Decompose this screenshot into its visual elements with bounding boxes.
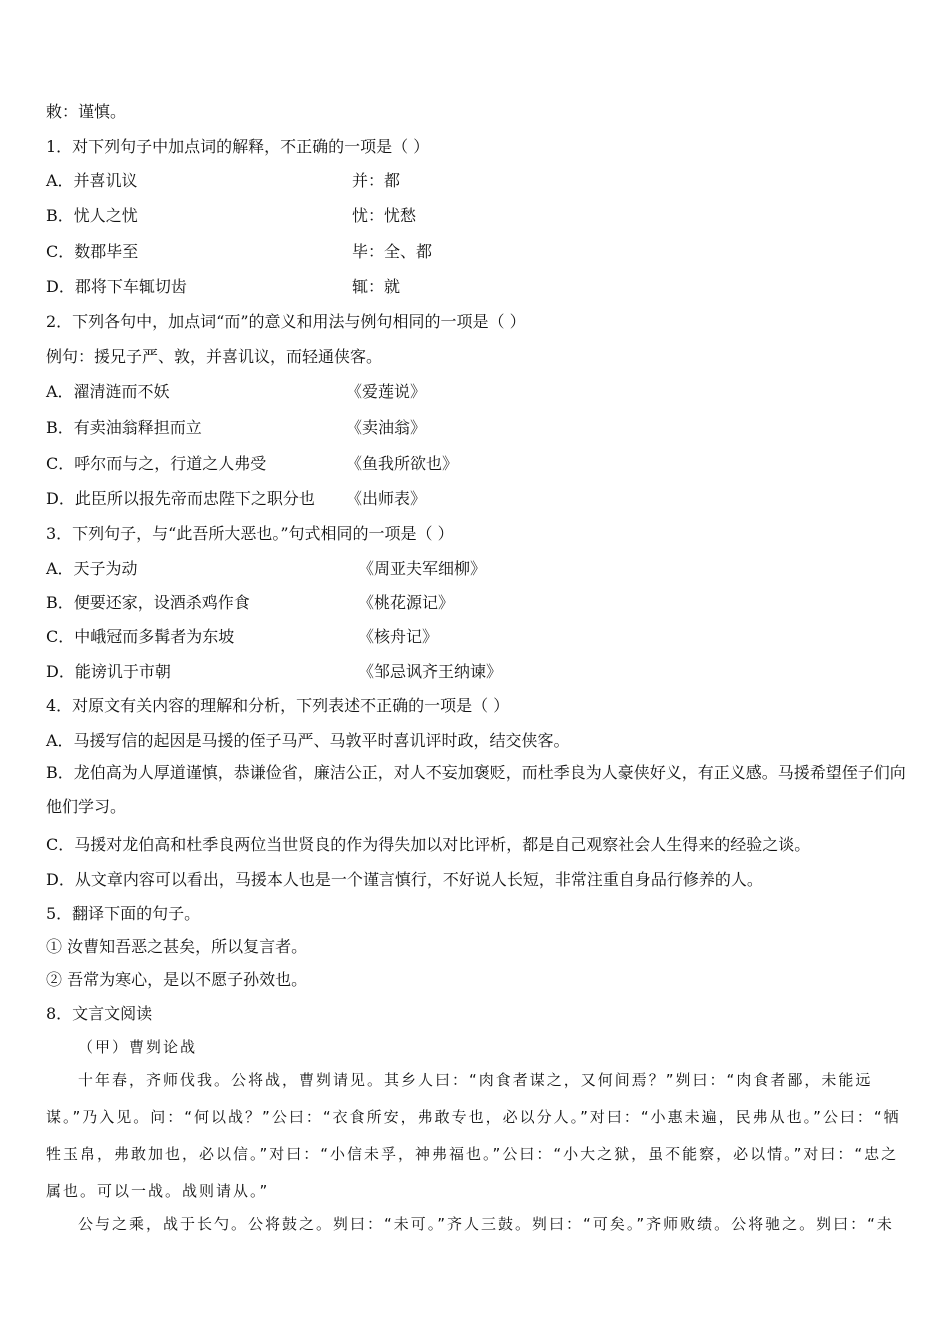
passage-paragraph-1: 十年春，齐师伐我。公将战，曹刿请见。其乡人曰：“肉食者谋之，又何间焉？”刿曰：“肉食者鄙，未能远谋。”乃入见。问：“何以战？”公曰：“衣食所安，弗敢专也，必以分人。”对曰：“小惠未遍，民弗从也。”公曰：“牺牲玉帛，弗敢加也，必以信。”对曰：“小信未孚，神弗福也。”公曰：“小大之狱，虽不能察，必以情。”对曰：“忠之属也。可以一战。战则请从。” <box>46 1071 901 1200</box>
option-4a: A．马援写信的起因是马援的侄子马严、马敦平时喜讥评时政，结交侠客。 <box>46 731 570 750</box>
option-4c: C．马援对龙伯高和杜季良两位当世贤良的作为得失加以对比评析，都是自己观察社会人生得来的经验之谈。 <box>46 835 811 854</box>
option-2b-source: 《卖油翁》 <box>346 418 427 437</box>
question-4: 4．对原文有关内容的理解和分析，下列表述不正确的一项是（ ） <box>46 696 510 715</box>
question-5: 5．翻译下面的句子。 <box>46 904 201 923</box>
question-3: 3．下列句子，与“此吾所大恶也。”句式相同的一项是（ ） <box>46 524 454 543</box>
passage-title: （甲）曹刿论战 <box>78 1038 198 1056</box>
translate-item-2: ② 吾常为寒心，是以不愿子孙效也。 <box>46 970 308 989</box>
example-sentence: 例句：援兄子严、敦，并喜讥议，而轻通侠客。 <box>46 347 383 366</box>
option-1c: C．数郡毕至 <box>46 242 139 261</box>
option-1d: D．郡将下车辄切齿 <box>46 277 187 296</box>
option-3d-source: 《邹忌讽齐王纳谏》 <box>358 662 503 681</box>
option-2a: A．濯清涟而不妖 <box>46 382 170 401</box>
option-3c-source: 《核舟记》 <box>358 627 439 646</box>
question-1: 1．对下列句子中加点词的解释，不正确的一项是（ ） <box>46 137 430 156</box>
option-1a-gloss: 并：都 <box>352 171 401 190</box>
question-2: 2．下列各句中，加点词“而”的意义和用法与例句相同的一项是（ ） <box>46 312 526 331</box>
option-4b: B．龙伯高为人厚道谨慎，恭谦俭省，廉洁公正，对人不妄加褒贬，而杜季良为人豪侠好义，有正义感。马援希望侄子们向他们学习。 <box>46 763 906 816</box>
option-1c-gloss: 毕：全、都 <box>352 242 433 261</box>
option-3b-source: 《桃花源记》 <box>358 593 455 612</box>
option-2d-source: 《出师表》 <box>346 489 427 508</box>
option-1b-gloss: 忧：忧愁 <box>352 206 417 225</box>
option-3c: C．中峨冠而多髯者为东坡 <box>46 627 235 646</box>
option-3b: B．便要还家，设酒杀鸡作食 <box>46 593 250 612</box>
translate-item-1: ① 汝曹知吾恶之甚矣，所以复言者。 <box>46 937 308 956</box>
option-3a: A．天子为动 <box>46 559 138 578</box>
option-1d-gloss: 辄：就 <box>352 277 401 296</box>
option-2b: B．有卖油翁释担而立 <box>46 418 202 437</box>
option-4d: D．从文章内容可以看出，马援本人也是一个谨言慎行，不好说人长短，非常注重自身品行修养的人。 <box>46 870 763 889</box>
option-2c: C．呼尔而与之，行道之人弗受 <box>46 454 267 473</box>
section-8-heading: 8．文言文阅读 <box>46 1004 153 1023</box>
gloss-line: 敕：谨慎。 <box>46 102 127 121</box>
option-2c-source: 《鱼我所欲也》 <box>346 454 459 473</box>
option-3a-source: 《周亚夫军细柳》 <box>358 559 487 578</box>
option-1b: B．忧人之忧 <box>46 206 138 225</box>
option-1a: A．并喜讥议 <box>46 171 138 190</box>
option-3d: D．能谤讥于市朝 <box>46 662 171 681</box>
option-2d: D．此臣所以报先帝而忠陛下之职分也 <box>46 489 315 508</box>
passage-paragraph-2: 公与之乘，战于长勺。公将鼓之。刿曰：“未可。”齐人三鼓。刿曰：“可矣。”齐师败绩。公将驰之。刿曰：“未 <box>78 1215 894 1233</box>
option-2a-source: 《爱莲说》 <box>346 382 427 401</box>
